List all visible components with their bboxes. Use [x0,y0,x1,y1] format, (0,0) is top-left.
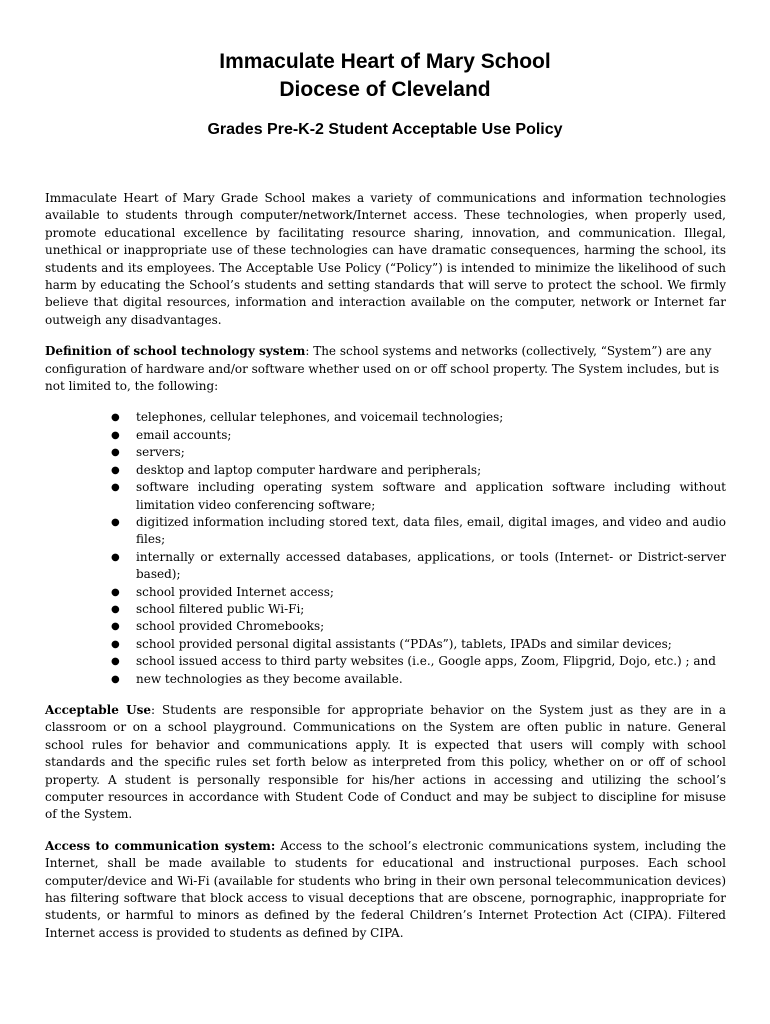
acceptable-use-term: Acceptable Use [45,702,152,717]
document-body [45,190,726,956]
list-item-text: software including operating system software and application software including without limitation video conferencing software; [136,480,726,512]
list-item-text: school issued access to third party websites (i.e., Google apps, Zoom, Flipgrid, Dojo, etc.) ; and [136,654,716,669]
list-item-text: school provided personal digital assistants (“PDAs”), tablets, IPADs and similar devices; [136,636,672,651]
list-item-text: desktop and laptop computer hardware and peripherals; [136,462,482,477]
list-item-text: telephones, cellular telephones, and voicemail technologies; [136,410,504,425]
bullet-icon: ● [111,586,120,598]
list-item [45,601,726,618]
list-item [45,427,726,444]
list-item [45,444,726,461]
bullet-icon: ● [111,482,120,494]
access-paragraph [45,838,726,942]
bullet-icon: ● [111,429,120,441]
bullet-icon: ● [111,464,120,476]
policy-subtitle: Grades Pre-K-2 Student Acceptable Use Policy [207,121,563,138]
list-item [45,584,726,601]
access-term: Access to communication system: [45,838,276,853]
bullet-icon: ● [111,673,120,685]
acceptable-use-paragraph [45,702,726,824]
list-item [45,409,726,426]
list-item-text: school provided Chromebooks; [136,619,325,634]
list-item [45,671,726,688]
bullet-icon: ● [111,447,120,459]
list-item-text: servers; [136,445,185,460]
acceptable-use-text: : Students are responsible for appropriate behavior on the System just as they are in a classroom or on a school playground. Communications on the System are often public in nature. General school rules for behavior and communications apply. It is expected that users will comply with school standards and the specific rules set forth below as interpreted from this policy, whether on or off of school property. A student is personally responsible for his/her actions in accessing and utilizing the school’s computer resources in accordance with Student Code of Conduct and may be subject to discipline for misuse of the System. [45,702,726,822]
list-item-text: school provided Internet access; [136,584,334,599]
list-item [45,636,726,653]
list-item [45,653,726,670]
list-item-text: digitized information including stored text, data files, email, digital images, and video and audio files; [136,514,726,547]
list-item [45,479,726,514]
bullet-icon: ● [111,412,120,424]
diocese-title: Diocese of Cleveland [279,78,491,101]
list-item-text: new technologies as they become available. [136,671,403,686]
list-item [45,618,726,635]
school-name-title: Immaculate Heart of Mary School [219,50,551,73]
list-item [45,462,726,479]
list-item-text: email accounts; [136,427,232,442]
bullet-icon: ● [111,656,120,668]
bullet-icon: ● [111,638,120,650]
definition-term: Definition of school technology system [45,344,306,359]
definition-paragraph [45,343,726,395]
bullet-icon: ● [111,603,120,615]
list-item-text: school filtered public Wi-Fi; [136,601,305,616]
definition-text: : The school systems and networks (collectively, “System”) are any configuration of hardware and/or software whether used on or off school property. The System includes, but is not limited to, the following: [45,344,720,394]
bullet-icon: ● [111,551,120,563]
list-item [45,514,726,549]
list-item [45,549,726,584]
access-text: Access to the school’s electronic communications system, including the Internet, shall be made available to students for educational and instructional purposes. Each school computer/device and Wi-Fi (available for students who bring in their own personal telecommunication devices) has filtering software that block access to visual deceptions that are obscene, pornographic, inappropriate for students, or harmful to minors as defined by the federal Children’s Internet Protection Act (CIPA). Filtered Internet access is provided to students as defined by CIPA. [45,838,726,940]
system-items-list [45,409,726,688]
bullet-icon: ● [111,516,120,528]
bullet-icon: ● [111,621,120,633]
intro-paragraph: Immaculate Heart of Mary Grade School makes a variety of communications and information technologies available to students through computer/network/Internet access. These technologies, when properly used, promote educational excellence by facilitating resource sharing, innovation, and communication. Illegal, unethical or inappropriate use of these technologies can have dramatic consequences, harming the school, its students and its employees. The Acceptable Use Policy (“Policy”) is intended to minimize the likelihood of such harm by educating the School’s students and setting standards that will serve to protect the school. We firmly believe that digital resources, information and interaction available on the computer, network or Internet far outweigh any disadvantages. [45,191,726,327]
list-item-text: internally or externally accessed databases, applications, or tools (Internet- or District-server based); [136,549,726,582]
